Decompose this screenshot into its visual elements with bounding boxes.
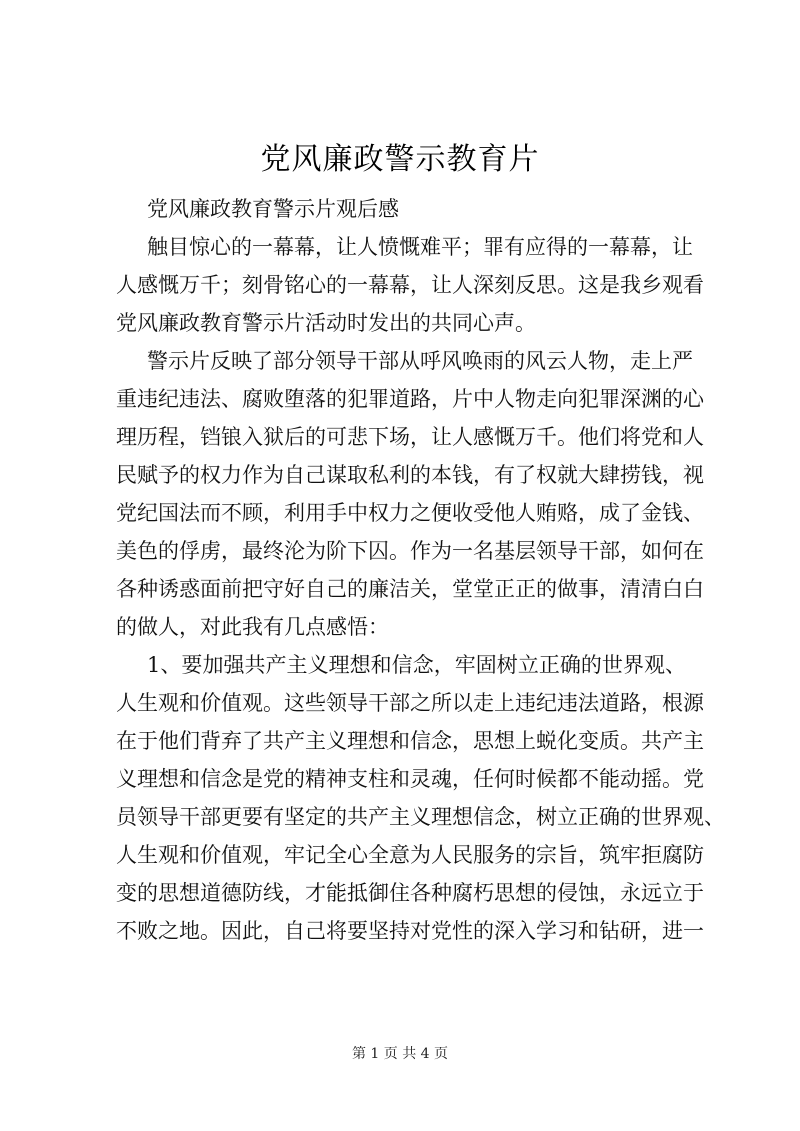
paragraph-line: 触目惊心的一幕幕，让人愤慨难平；罪有应得的一幕幕，让 (147, 235, 693, 259)
paragraph-line: 的做人，对此我有几点感悟： (116, 615, 389, 639)
paragraph-line: 党纪国法而不顾，利用手中权力之便收受他人贿赂，成了金钱、 (116, 501, 704, 525)
paragraph-line: 在于他们背弃了共产主义理想和信念，思想上蜕化变质。共产主 (116, 729, 704, 753)
paragraph-line: 义理想和信念是党的精神支柱和灵魂，任何时候都不能动摇。党 (116, 767, 704, 791)
paragraph-line: 美色的俘虏，最终沦为阶下囚。作为一名基层领导干部，如何在 (116, 539, 704, 563)
paragraph-line: 人生观和价值观，牢记全心全意为人民服务的宗旨，筑牢拒腐防 (116, 843, 704, 867)
paragraph-line: 理历程，铛锒入狱后的可悲下场，让人感慨万千。他们将党和人 (116, 425, 704, 449)
paragraph-line: 警示片反映了部分领导干部从呼风唤雨的风云人物，走上严 (147, 349, 693, 373)
paragraph-line: 人生观和价值观。这些领导干部之所以走上违纪违法道路，根源 (116, 691, 704, 715)
paragraph-line: 民赋予的权力作为自己谋取私利的本钱，有了权就大肆捞钱，视 (116, 463, 704, 487)
paragraph-line: 1、要加强共产主义理想和信念，牢固树立正确的世界观、 (147, 653, 686, 677)
paragraph-line: 变的思想道德防线，才能抵御住各种腐朽思想的侵蚀，永远立于 (116, 881, 704, 905)
document-title: 党风廉政警示教育片 (260, 142, 540, 177)
document-body (116, 190, 725, 950)
page-number-footer: 第 1 页 共 4 页 (351, 1046, 449, 1062)
subtitle-line: 党风廉政教育警示片观后感 (147, 197, 399, 221)
paragraph-line: 各种诱惑面前把守好自己的廉洁关，堂堂正正的做事，清清白白 (116, 577, 704, 601)
paragraph-line: 重违纪违法、腐败堕落的犯罪道路，片中人物走向犯罪深渊的心 (116, 387, 704, 411)
paragraph-line: 员领导干部更要有坚定的共产主义理想信念，树立正确的世界观、 (116, 805, 725, 829)
paragraph-line: 不败之地。因此，自己将要坚持对党性的深入学习和钻研，进一 (116, 919, 704, 943)
paragraph-line: 人感慨万千；刻骨铭心的一幕幕，让人深刻反思。这是我乡观看 (116, 273, 704, 297)
paragraph-line: 党风廉政教育警示片活动时发出的共同心声。 (116, 311, 536, 335)
